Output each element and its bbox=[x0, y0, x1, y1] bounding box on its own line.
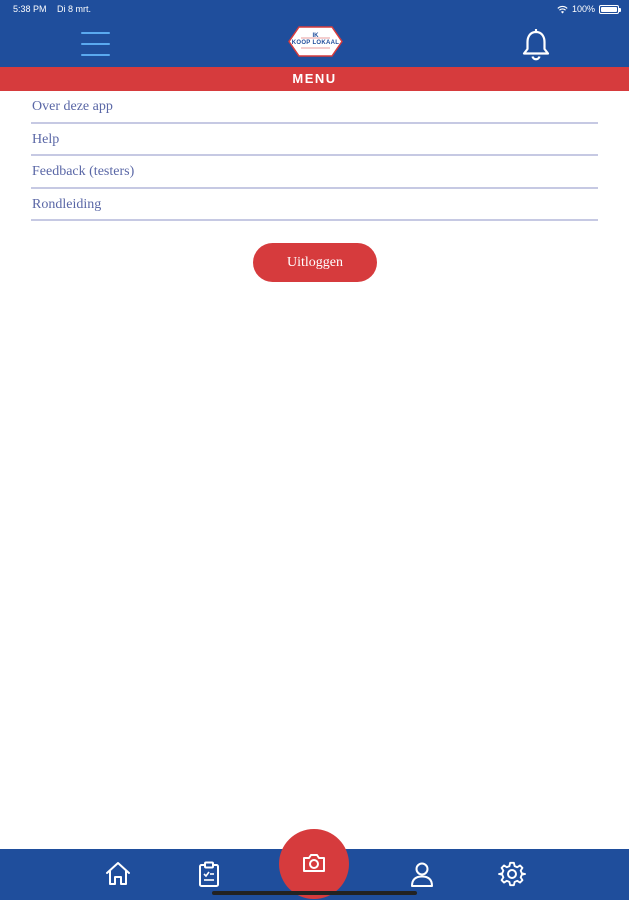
top-bar bbox=[0, 0, 629, 67]
home-icon[interactable] bbox=[104, 860, 132, 888]
app-logo bbox=[287, 25, 344, 58]
clipboard-icon[interactable] bbox=[195, 860, 223, 888]
menu-list bbox=[31, 91, 598, 221]
user-icon[interactable] bbox=[408, 860, 436, 888]
menu-title-bar: MENU bbox=[0, 67, 629, 91]
gear-icon[interactable] bbox=[498, 860, 526, 888]
home-indicator bbox=[212, 891, 417, 895]
status-time: 5:38 PM bbox=[13, 4, 47, 14]
battery-percent: 100% bbox=[571, 4, 595, 14]
bell-icon[interactable] bbox=[521, 29, 551, 61]
camera-icon bbox=[302, 852, 326, 874]
hamburger-icon[interactable] bbox=[81, 32, 110, 56]
menu-item-about[interactable]: Over deze app bbox=[31, 91, 598, 124]
menu-item-help[interactable]: Help bbox=[31, 124, 598, 157]
wifi-icon bbox=[557, 5, 568, 14]
status-bar bbox=[0, 0, 629, 18]
menu-item-feedback[interactable]: Feedback (testers) bbox=[31, 156, 598, 189]
logo-line-2: KOOP LOKAAL bbox=[291, 40, 340, 46]
menu-item-tour[interactable]: Rondleiding bbox=[31, 189, 598, 222]
logout-button[interactable]: Uitloggen bbox=[253, 243, 377, 282]
camera-button[interactable] bbox=[279, 829, 349, 899]
battery-icon bbox=[599, 5, 619, 14]
logo-line-1: IK bbox=[312, 33, 319, 39]
status-date: Di 8 mrt. bbox=[57, 4, 92, 14]
